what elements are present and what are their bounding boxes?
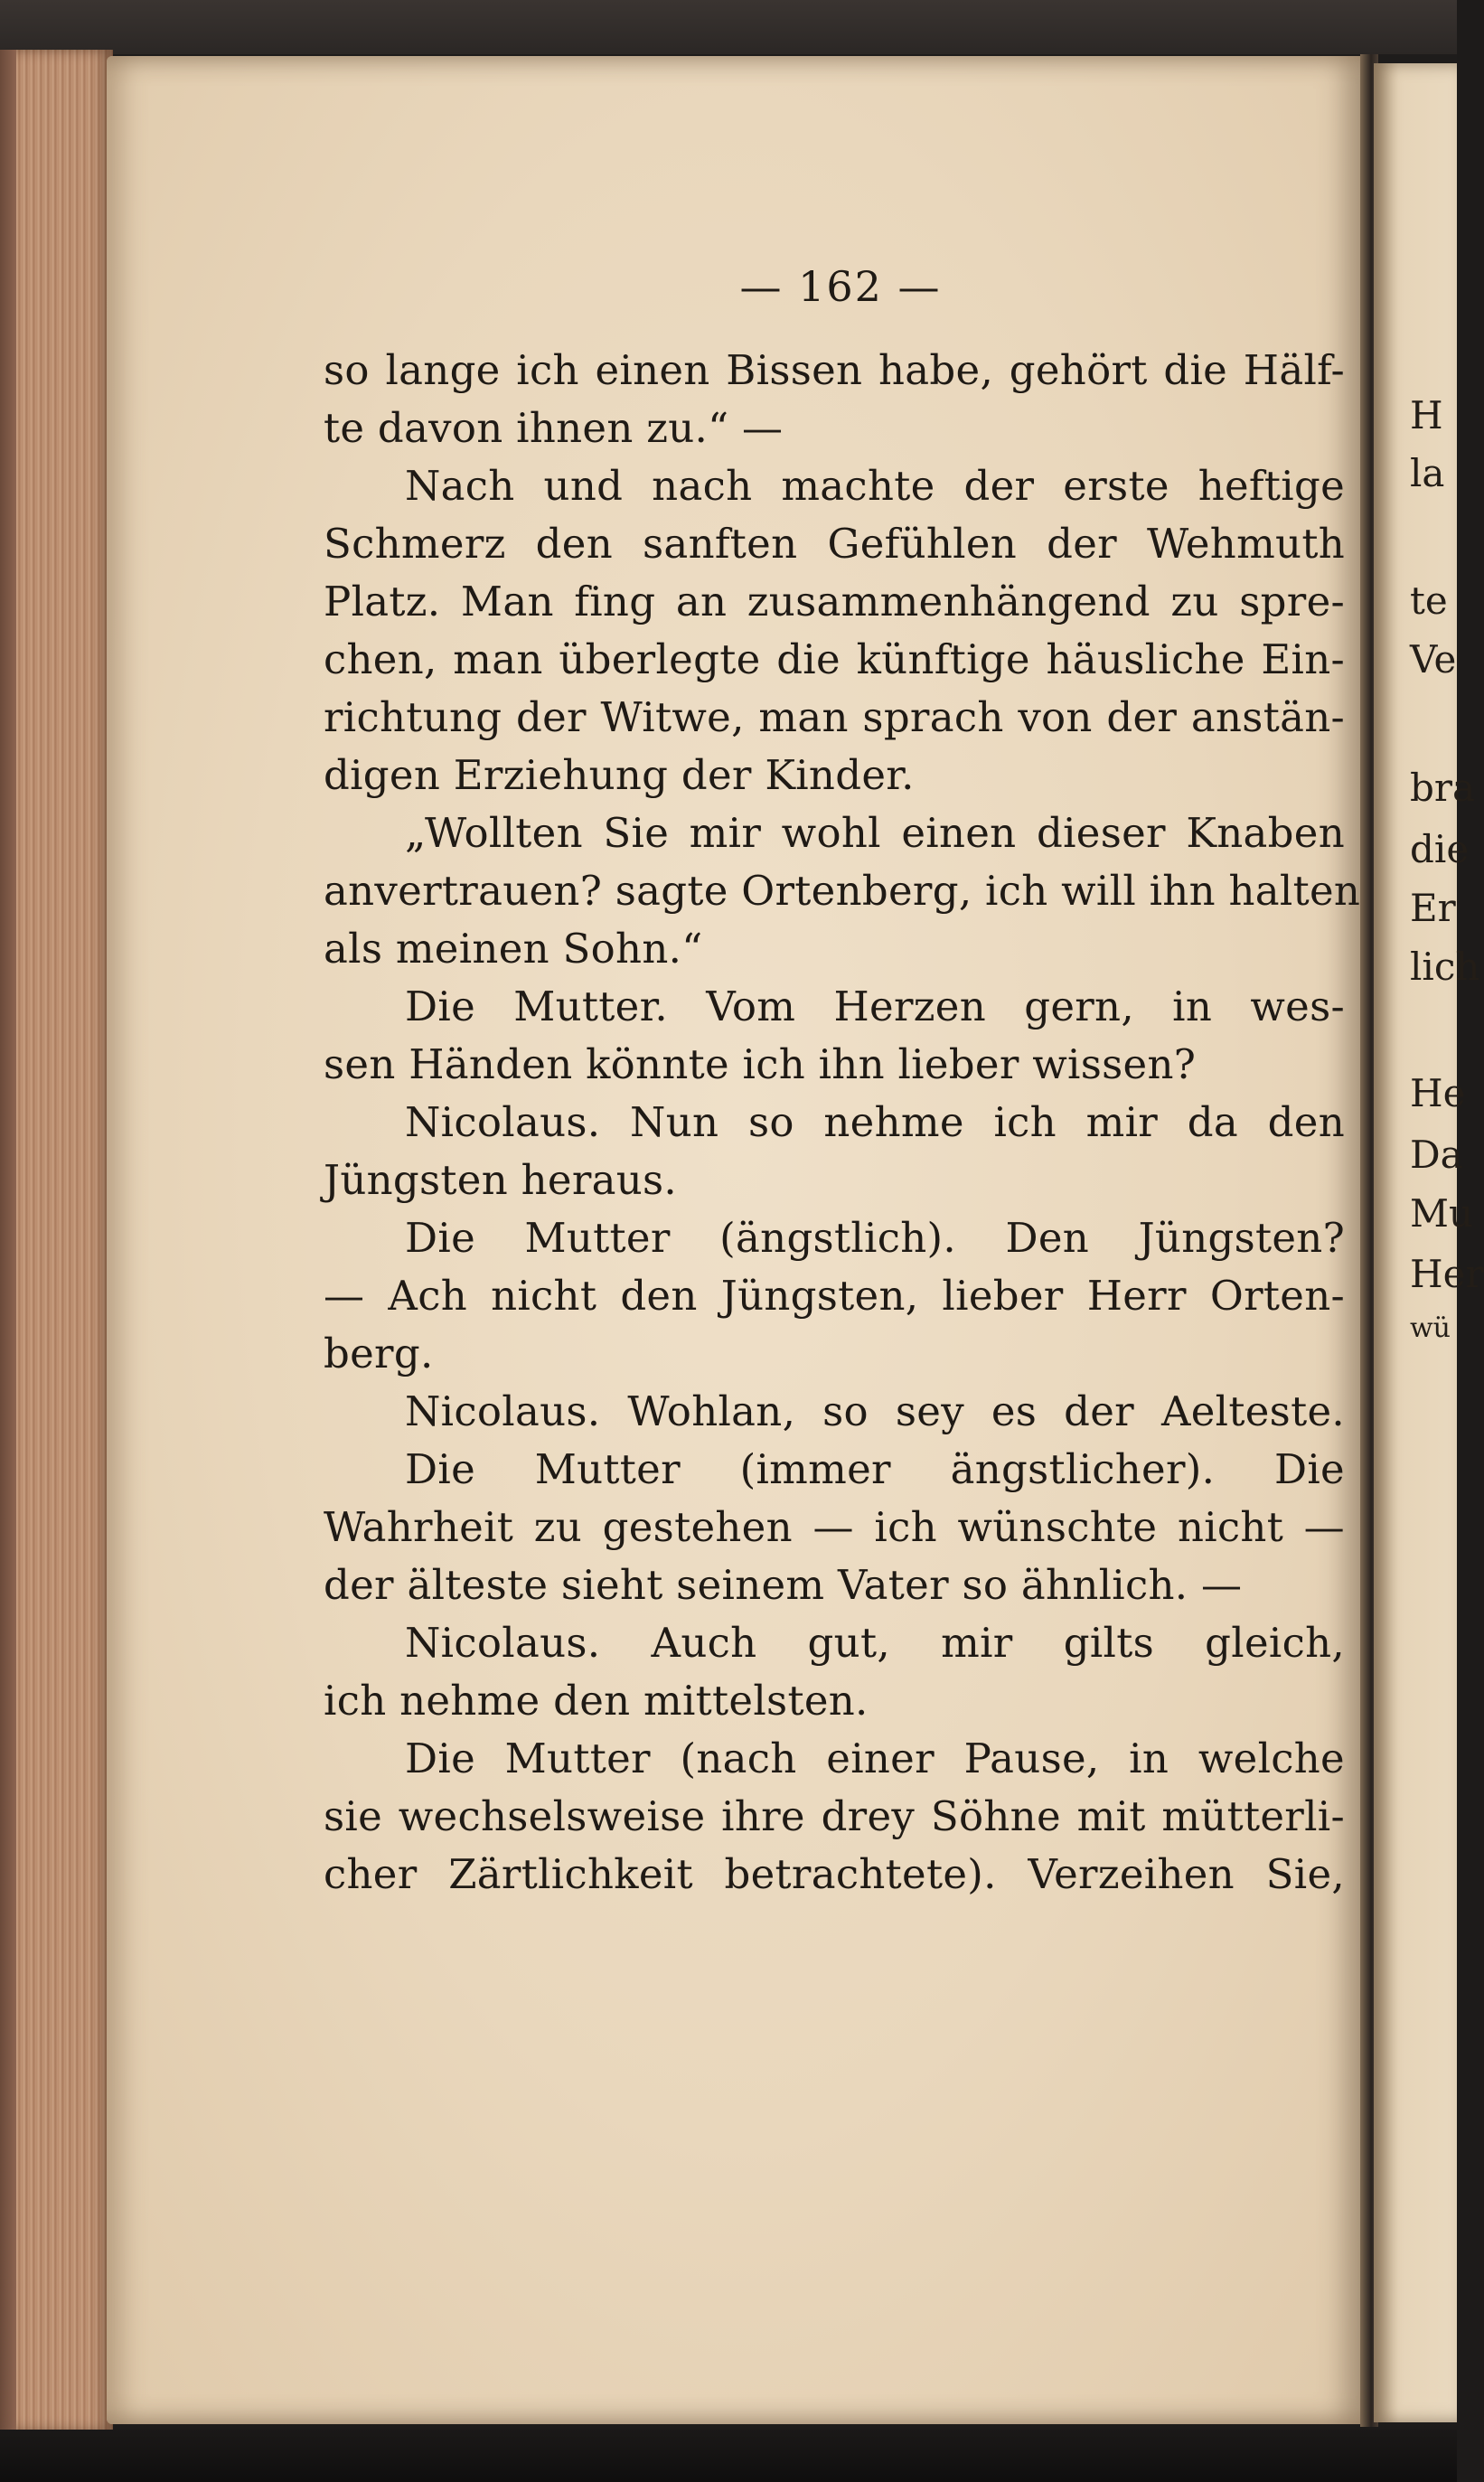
facing-page-fragment: Her xyxy=(1410,1252,1484,1296)
facing-page-fragment: Mu xyxy=(1410,1191,1474,1236)
facing-page-fragment: He xyxy=(1410,1071,1466,1115)
facing-page-fragment: die xyxy=(1410,827,1470,871)
text-line: Schmerz den sanften Gefühlen der Wehmuth xyxy=(324,520,1345,568)
page-number: — 162 — xyxy=(739,262,942,311)
text-line: Wahrheit zu gestehen — ich wünschte nicht — xyxy=(324,1503,1345,1551)
text-line: Die Mutter (immer ängstlicher). Die xyxy=(405,1445,1345,1493)
facing-page-fragment: lich xyxy=(1410,945,1480,989)
text-line: sen Händen könnte ich ihn lieber wissen? xyxy=(324,1040,1197,1088)
text-line: Nach und nach machte der erste heftige xyxy=(405,462,1345,510)
text-line: — Ach nicht den Jüngsten, lieber Herr Orten- xyxy=(324,1272,1345,1320)
page-edges xyxy=(0,50,113,2431)
facing-page-fragment: bra xyxy=(1410,766,1476,810)
text-line: cher Zärtlichkeit betrachtete). Verzeihen Sie, xyxy=(324,1850,1345,1898)
text-line: Nicolaus. Wohlan, so sey es der Aelteste. xyxy=(405,1387,1345,1435)
text-line: „Wollten Sie mir wohl einen dieser Knaben xyxy=(405,809,1345,857)
text-line: Die Mutter. Vom Herzen gern, in wes- xyxy=(405,982,1345,1030)
text-line: digen Erziehung der Kinder. xyxy=(324,751,915,799)
text-line: Die Mutter (nach einer Pause, in welche xyxy=(405,1735,1345,1782)
text-line: Nicolaus. Auch gut, mir gilts gleich, xyxy=(405,1619,1345,1667)
text-line: te davon ihnen zu.“ — xyxy=(324,404,784,452)
facing-page-fragment: wü xyxy=(1410,1312,1451,1344)
text-line: berg. xyxy=(324,1330,434,1377)
text-line: Jüngsten heraus. xyxy=(324,1156,678,1204)
text-line: so lange ich einen Bissen habe, gehört die Hälf- xyxy=(324,346,1345,394)
bottom-background xyxy=(0,2430,1457,2482)
text-line: Die Mutter (ängstlich). Den Jüngsten? xyxy=(405,1214,1345,1262)
text-line: ich nehme den mittelsten. xyxy=(324,1677,869,1725)
text-line: als meinen Sohn.“ xyxy=(324,925,703,973)
text-line: Nicolaus. Nun so nehme ich mir da den xyxy=(405,1098,1345,1146)
facing-page-fragment: Ve xyxy=(1410,637,1457,682)
facing-page-fragment: Er xyxy=(1410,886,1456,930)
text-line: der älteste sieht seinem Vater so ähnlich. — xyxy=(324,1561,1243,1609)
facing-page-fragment: Da xyxy=(1410,1133,1463,1177)
facing-page-fragment: te xyxy=(1410,578,1448,623)
text-line: chen, man überlegte die künftige häusliche Ein- xyxy=(324,635,1345,683)
text-line: sie wechselsweise ihre drey Söhne mit mütterli- xyxy=(324,1792,1345,1840)
text-line: anvertrauen? sagte Ortenberg, ich will ihn halten xyxy=(324,867,1361,915)
top-background xyxy=(0,0,1457,54)
book-binding xyxy=(0,50,16,2431)
facing-page-fragment: H xyxy=(1410,393,1443,437)
text-line: Platz. Man fing an zusammenhängend zu spre- xyxy=(324,578,1345,625)
text-line: richtung der Witwe, man sprach von der anstän- xyxy=(324,693,1345,741)
facing-page-fragment: la xyxy=(1410,451,1445,495)
